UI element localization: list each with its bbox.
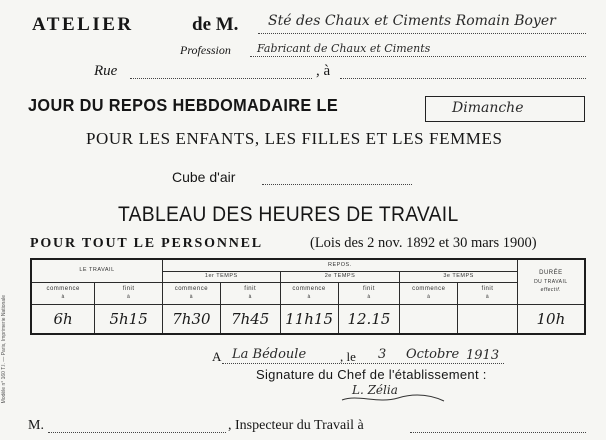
signature-caption: Signature du Chef de l'établissement :: [256, 367, 487, 382]
sub-travail-commence: [31, 282, 95, 304]
date-dotted-line: [222, 363, 504, 364]
sub-label: finit: [363, 285, 375, 292]
header-temps-1: 1er TEMPS: [162, 271, 280, 282]
value-travail-commence: 6h: [31, 304, 95, 334]
duree-sub2-label: effectif.: [540, 287, 562, 294]
sub-label: commence: [46, 285, 80, 292]
header-temps-3: 3e TEMPS: [400, 271, 517, 282]
value-t2-finit: 12.15: [338, 304, 400, 334]
signature-le-label: , le: [340, 349, 356, 364]
sub-label: finit: [122, 285, 135, 292]
signature-place: La Bédoule: [232, 347, 307, 362]
duree-label: DURÉE: [539, 270, 563, 277]
signature-a-label: A: [212, 349, 222, 364]
owner-name: Sté des Chaux et Ciments Romain Boyer: [268, 13, 556, 29]
sub-a: à: [61, 294, 65, 301]
sub-label: finit: [244, 285, 257, 292]
sub-label: commence: [292, 285, 326, 292]
rue-label: Rue: [94, 63, 118, 79]
value-t3-finit: [458, 304, 518, 334]
inspector-m-label: M.: [28, 418, 44, 433]
value-travail-finit: 5h15: [95, 304, 163, 334]
printer-side-label: Modèle n° 160 T.I. — Paris, Imprimerie Nationale: [1, 295, 7, 404]
sub-label: finit: [481, 285, 494, 292]
header-repos: REPOS.: [162, 259, 517, 271]
signature-flourish: [338, 392, 448, 406]
sub-t1-finit: [220, 282, 280, 304]
cube-air-dotted-line: [262, 184, 412, 185]
value-duree: 10h: [517, 304, 585, 334]
rue-dotted-line: [130, 78, 312, 79]
value-t2-commence: 11h15: [280, 304, 338, 334]
sub-t2-finit: [338, 282, 400, 304]
repos-day-value: Dimanche: [452, 100, 524, 116]
jour-repos-label: JOUR DU REPOS HEBDOMADAIRE LE: [28, 95, 339, 115]
sub-a: à: [126, 294, 131, 301]
header-duree: [517, 259, 585, 304]
sub-t3-finit: [458, 282, 518, 304]
schedule-table: [30, 258, 586, 335]
ville-label: , à: [316, 63, 331, 79]
de-m-label: de M.: [192, 14, 239, 35]
inspector-name-dotted-line: [48, 432, 226, 433]
sub-label: commence: [174, 285, 209, 292]
sub-t2-commence: [280, 282, 338, 304]
signature-day: 3: [378, 347, 387, 362]
value-t1-finit: 7h45: [220, 304, 280, 334]
sub-travail-finit: [95, 282, 163, 304]
tableau-title: TABLEAU DES HEURES DE TRAVAIL: [118, 203, 459, 226]
personnel-label: POUR TOUT LE PERSONNEL: [30, 236, 263, 251]
sub-a: à: [367, 294, 371, 301]
sub-a: à: [307, 294, 311, 301]
signature-handwritten: L. Zélia: [352, 383, 398, 397]
value-t3-commence: [400, 304, 458, 334]
sub-a: à: [248, 294, 252, 301]
profession-dotted-line: [250, 56, 586, 57]
profession-value: Fabricant de Chaux et Ciments: [257, 42, 431, 55]
atelier-label: ATELIER: [32, 14, 134, 35]
inspecteur-label: , Inspecteur du Travail à: [228, 418, 364, 433]
repos-subtitle: POUR LES ENFANTS, LES FILLES ET LES FEMMES: [86, 129, 503, 148]
owner-dotted-line: [258, 33, 586, 34]
ville-dotted-line: [340, 78, 586, 79]
profession-label: Profession: [180, 43, 231, 57]
sub-label: commence: [412, 285, 446, 292]
sub-a: à: [485, 294, 490, 301]
lois-reference: (Lois des 2 nov. 1892 et 30 mars 1900): [310, 235, 537, 251]
inspector-city-dotted-line: [410, 432, 586, 433]
value-t1-commence: 7h30: [162, 304, 220, 334]
header-temps-2: 2e TEMPS: [280, 271, 400, 282]
printer-side-text: [1, 295, 11, 415]
signature-year: 1913: [466, 348, 500, 363]
sub-t3-commence: [400, 282, 458, 304]
duree-sub-label: DU TRAVAIL: [534, 279, 568, 286]
signature-month: Octobre: [406, 347, 460, 362]
table-row: [31, 304, 585, 334]
sub-t1-commence: [162, 282, 220, 304]
sub-a: à: [189, 294, 194, 301]
sub-a: à: [427, 294, 431, 301]
header-le-travail: LE TRAVAIL: [31, 259, 162, 282]
cube-air-label: Cube d'air: [172, 169, 236, 185]
